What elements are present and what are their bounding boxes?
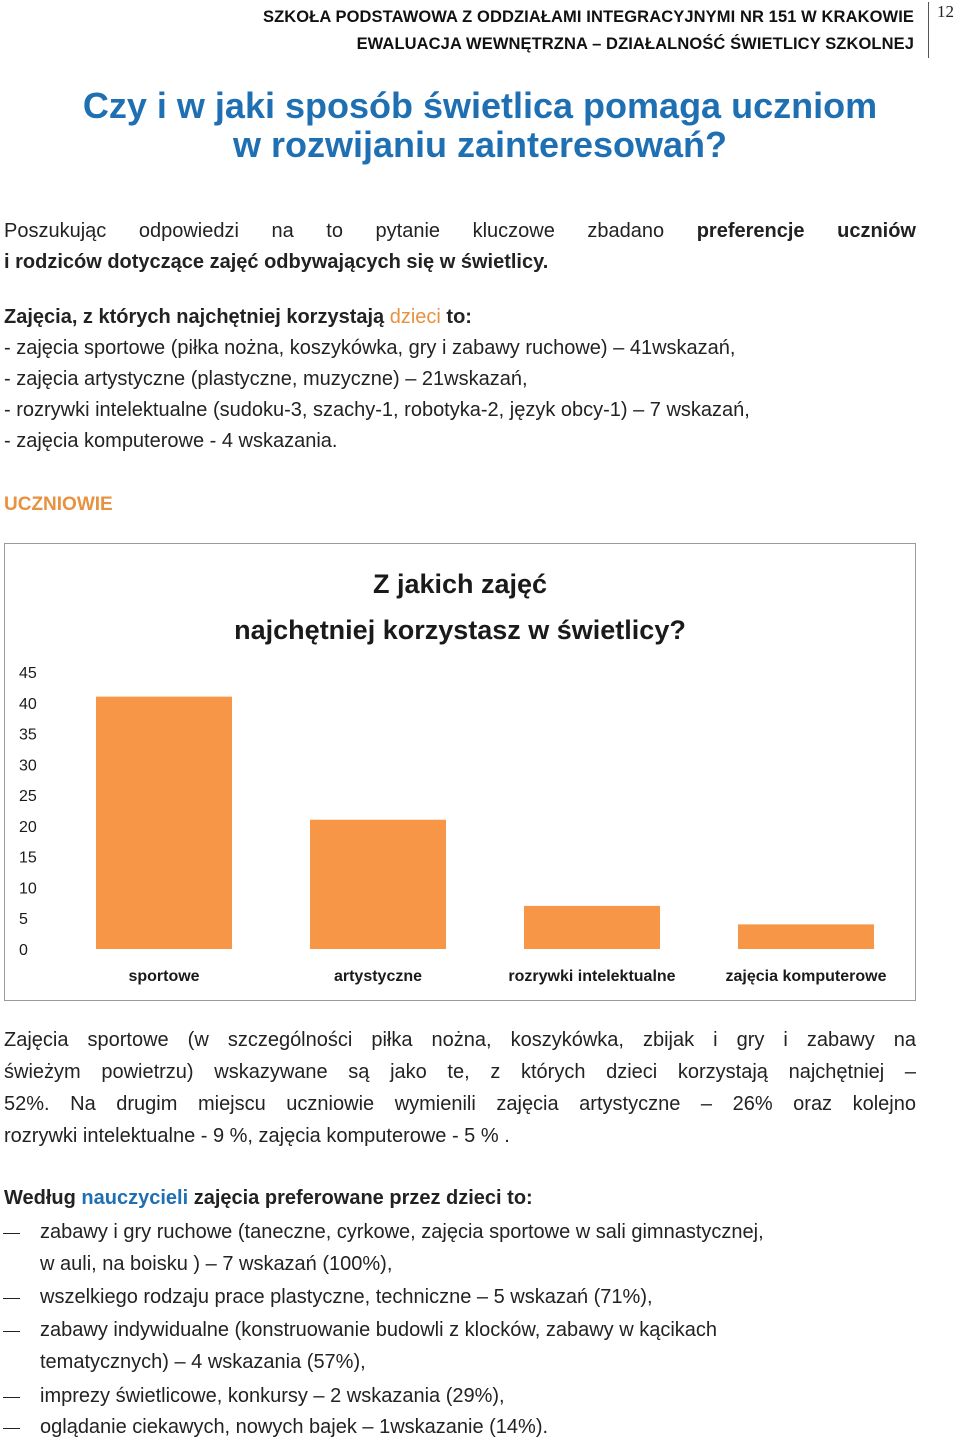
- list-item-line: tematycznych) – 4 wskazania (57%),: [40, 1350, 366, 1373]
- y-tick-label: 15: [19, 849, 37, 867]
- list-dash-icon: [3, 1397, 20, 1398]
- y-tick-label: 35: [19, 726, 37, 744]
- teachers-list-item-text: [40, 1412, 920, 1444]
- teachers-list-item-text: [40, 1381, 920, 1413]
- page-title-line1: Czy i w jaki sposób świetlica pomaga uczniom: [82, 85, 878, 126]
- teachers-heading-end: zajęcia preferowane przez dzieci to:: [193, 1187, 533, 1209]
- children-list-item: - zajęcia sportowe (piłka nożna, koszykówka, gry i zabawy ruchowe) – 41wskazań,: [4, 337, 736, 359]
- summary-line: świeżym powietrzu) wskazywane są jako te, z których dzieci korzystają najchętniej –: [4, 1061, 916, 1083]
- list-item-line: zabawy indywidualne (konstruowanie budowli z klocków, zabawy w kącikach: [40, 1319, 718, 1341]
- chart-title-line1: Z jakich zajęć: [372, 569, 548, 599]
- bar-chart-svg: [5, 544, 915, 1000]
- y-tick-label: 5: [19, 911, 28, 929]
- summary-line: rozrywki intelektualne - 9 %, zajęcia komputerowe - 5 % .: [4, 1125, 510, 1147]
- bar-zajęcia-komputerowe: [738, 924, 874, 949]
- list-dash-icon: [3, 1298, 20, 1299]
- intro-bold-text: preferencje uczniów: [696, 220, 916, 242]
- y-tick-label: 45: [19, 665, 37, 682]
- children-list-item: - zajęcia komputerowe - 4 wskazania.: [4, 430, 338, 452]
- teachers-list-item-text: [40, 1282, 920, 1314]
- header-school-name: SZKOŁA PODSTAWOWA Z ODDZIAŁAMI INTEGRACYJNYMI NR 151 W KRAKOWIE: [262, 8, 914, 26]
- summary-paragraph: [4, 1024, 916, 1152]
- list-dash-icon: [3, 1233, 20, 1234]
- x-tick-label: artystyczne: [333, 968, 423, 985]
- children-heading-highlight: dzieci: [389, 306, 441, 328]
- children-list-item: - zajęcia artystyczne (plastyczne, muzyczne) – 21wskazań,: [4, 368, 528, 390]
- intro-line2: i rodziców dotyczące zajęć odbywających się w świetlicy.: [4, 251, 549, 273]
- children-list-item: - rozrywki intelektualne (sudoku-3, szachy-1, robotyka-2, język obcy-1) – 7 wskazań,: [4, 399, 750, 421]
- children-heading: [4, 302, 944, 333]
- y-tick-label: 20: [19, 818, 37, 836]
- list-item-line: wszelkiego rodzaju prace plastyczne, techniczne – 5 wskazań (71%),: [40, 1286, 653, 1308]
- bar-rozrywki-intelektualne: [524, 906, 660, 949]
- header-document-title: EWALUACJA WEWNĘTRZNA – DZIAŁALNOŚĆ ŚWIETLICY SZKOLNEJ: [356, 35, 914, 53]
- list-dash-icon: [3, 1331, 20, 1332]
- teachers-heading: [4, 1183, 944, 1214]
- summary-line: Zajęcia sportowe (w szczególności piłka nożna, koszykówka, zbijak i gry i zabawy na: [4, 1029, 916, 1051]
- y-tick-label: 25: [19, 788, 37, 806]
- page-number: 12: [937, 2, 954, 21]
- intro-line1: [4, 216, 916, 247]
- list-item-line: imprezy świetlicowe, konkursy – 2 wskazania (29%),: [40, 1385, 505, 1407]
- teachers-heading-highlight: nauczycieli: [81, 1187, 189, 1209]
- document-header: [263, 4, 914, 58]
- teachers-list-item-text: [40, 1217, 920, 1280]
- children-heading-end: to:: [446, 306, 472, 328]
- y-tick-label: 0: [19, 942, 28, 959]
- x-tick-label: rozrywki intelektualne: [508, 968, 676, 985]
- page-title: [0, 86, 960, 164]
- teachers-heading-text: Według: [4, 1187, 76, 1209]
- chart-title-line2: najchętniej korzystasz w świetlicy?: [234, 615, 686, 645]
- list-item-line: oglądanie ciekawych, nowych bajek – 1wskazanie (14%).: [40, 1416, 549, 1438]
- list-dash-icon: [3, 1428, 20, 1429]
- list-item-line: w auli, na boisku ) – 7 wskazań (100%),: [40, 1252, 393, 1275]
- bar-artystyczne: [310, 820, 446, 949]
- children-section: [4, 302, 944, 457]
- page-title-line2: w rozwijaniu zainteresowań?: [232, 124, 728, 165]
- children-heading-text: Zajęcia, z których najchętniej korzystają: [4, 306, 385, 328]
- chart-section-label: UCZNIOWIE: [4, 494, 113, 515]
- teachers-list-item-text: [40, 1315, 920, 1378]
- list-item-line: zabawy i gry ruchowe (taneczne, cyrkowe, zajęcia sportowe w sali gimnastycznej,: [40, 1221, 764, 1243]
- y-tick-label: 40: [19, 695, 37, 713]
- header-divider: [928, 2, 929, 58]
- summary-line: 52%. Na drugim miejscu uczniowie wymienili zajęcia artystyczne – 26% oraz kolejno: [4, 1093, 916, 1115]
- y-tick-label: 10: [19, 880, 37, 898]
- x-tick-label: zajęcia komputerowe: [725, 968, 887, 985]
- y-tick-label: 30: [19, 757, 37, 775]
- intro-text: Poszukując odpowiedzi na to pytanie kluczowe zbadano: [4, 220, 665, 242]
- bar-sportowe: [96, 697, 232, 949]
- bar-chart: [4, 543, 916, 1001]
- x-tick-label: sportowe: [128, 968, 200, 985]
- intro-paragraph: [4, 216, 916, 278]
